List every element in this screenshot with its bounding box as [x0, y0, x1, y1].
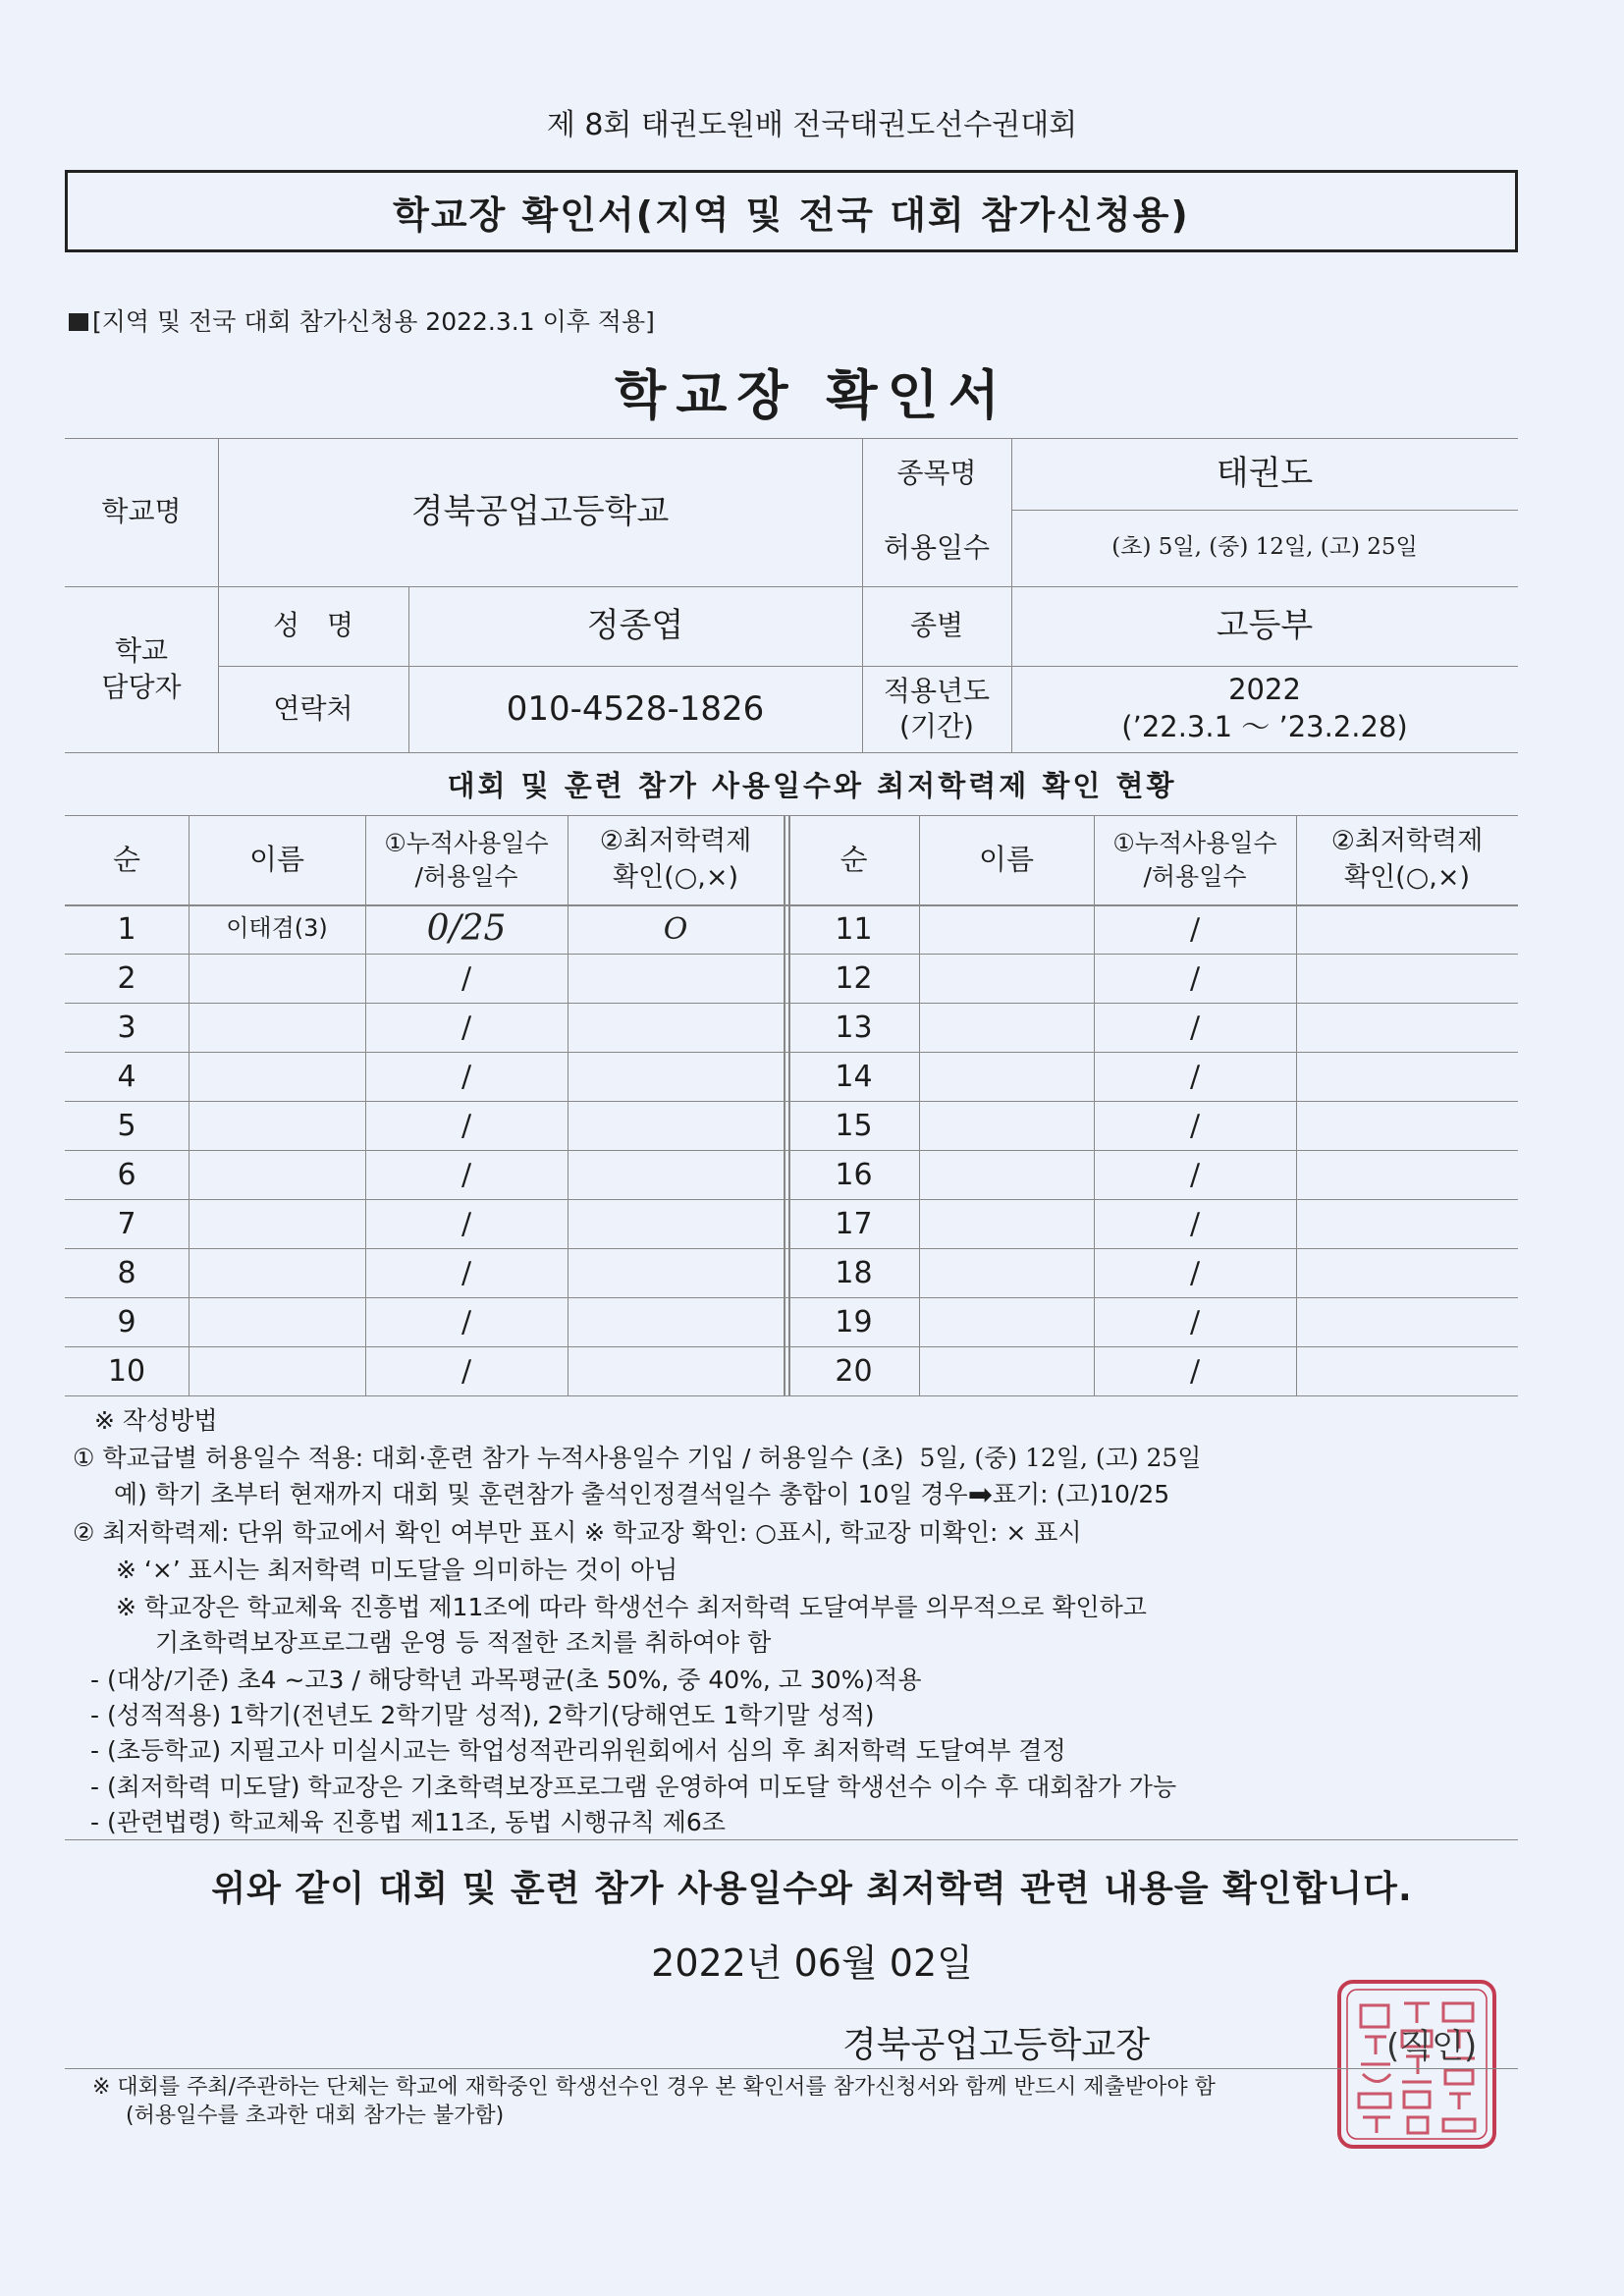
row-days: / [460, 1010, 472, 1045]
row-days: / [460, 1059, 472, 1094]
status-section-title: 대회 및 훈련 참가 사용일수와 최저학력제 확인 현황 [447, 769, 1177, 802]
year-value [1011, 666, 1518, 752]
col-header-days-right-line1: ①누적사용일수 [1112, 828, 1277, 857]
col-header-no: 순 [112, 842, 140, 876]
row-min-check [568, 1346, 784, 1395]
row-no: 5 [117, 1108, 136, 1143]
row-name [919, 1346, 1094, 1395]
instruction-dash-5: - (관련법령) 학교체육 진흥법 제11조, 동법 시행규칙 제6조 [90, 1808, 726, 1836]
year-label-line2: (기간) [899, 710, 974, 742]
row-min-check [1296, 1199, 1518, 1248]
row-no: 9 [117, 1304, 136, 1339]
row-no: 1 [117, 911, 136, 947]
manager-label-line2: 담당자 [101, 670, 182, 703]
row-min-check [568, 1297, 784, 1346]
principal-title: 경북공업고등학교장 [842, 2025, 1150, 2065]
col-header-min-right-line1: ②최저학력제 [1330, 826, 1484, 857]
row-days: / [460, 1206, 472, 1241]
row-name [919, 1199, 1094, 1248]
row-no: 16 [835, 1157, 873, 1192]
row-days: / [1189, 1059, 1201, 1094]
manager-label-line1: 학교 [114, 634, 169, 668]
instruction-item-1 [73, 1439, 1201, 1474]
col-header-days-right-line2: /허용일수 [1143, 861, 1247, 891]
form-note-text: [지역 및 전국 대회 참가신청용 2022.3.1 이후 적용] [92, 307, 655, 336]
contact-value: 010-4528-1826 [506, 688, 765, 729]
instruction-dash-2: - (성적적용) 1학기(전년도 2학기말 성적), 2학기(당해연도 1학기말 성적) [90, 1701, 875, 1729]
row-name [189, 1346, 365, 1395]
row-min-check [1296, 1150, 1518, 1199]
instruction-item-1-days: 5일, (중) 12일, (고) 25일 [919, 1444, 1202, 1472]
row-name [919, 954, 1094, 1003]
year-label-line1: 적용년도 [883, 674, 991, 707]
event-title: 제 8회 태권도원배 전국태권도선수권대회 [546, 108, 1078, 142]
col-header-days [365, 815, 568, 904]
category-value: 고등부 [1216, 606, 1314, 646]
row-min-check [568, 1003, 784, 1052]
row-min-check [568, 1248, 784, 1297]
allowed-days-value: (초) 5일, (중) 12일, (고) 25일 [1111, 534, 1418, 561]
school-name-label: 학교명 [101, 495, 182, 528]
row-name [189, 1297, 365, 1346]
row-min-check [1296, 954, 1518, 1003]
year-value-line1: 2022 [1228, 673, 1301, 707]
instructions-heading: ※ 작성방법 [94, 1406, 218, 1435]
allowed-days-label: 허용일수 [883, 530, 991, 564]
row-no: 20 [835, 1353, 873, 1389]
instruction-dash-3: - (초등학교) 지필고사 미실시교는 학업성적관리위원회에서 심의 후 최저학력 도달여부 결정 [90, 1736, 1066, 1765]
row-name [919, 1297, 1094, 1346]
col-header-min-right [1296, 815, 1518, 904]
row-name [919, 1052, 1094, 1101]
row-days: / [460, 1304, 472, 1339]
row-no: 19 [835, 1304, 873, 1339]
instruction-note-2: ※ 학교장은 학교체육 진흥법 제11조에 따라 학생선수 최저학력 도달여부를 의무적으로 확인하고 [116, 1593, 1147, 1621]
row-min-check [568, 954, 784, 1003]
form-note [69, 302, 655, 338]
col-header-no-right: 순 [839, 842, 868, 876]
col-header-min-line2: 확인(○,×) [613, 861, 738, 893]
row-no: 8 [117, 1255, 136, 1290]
arrow-right-icon: ➡ [967, 1478, 993, 1512]
year-period: (’22.3.1 ～ ’23.2.28) [1121, 710, 1408, 743]
row-min-check [568, 1101, 784, 1150]
manager-label [65, 586, 218, 752]
row-no: 4 [117, 1059, 136, 1094]
footnote-line-1: ※ 대회를 주최/주관하는 단체는 학교에 재학중인 학생선수인 경우 본 확인서를 참가신청서와 함께 반드시 제출받아야 함 [92, 2075, 1216, 2100]
instruction-note-1: ※ ‘×’ 표시는 최저학력 미도달을 의미하는 것이 아님 [116, 1556, 678, 1584]
row-days: / [460, 1157, 472, 1192]
col-header-days-line2: /허용일수 [414, 861, 518, 891]
row-no: 6 [117, 1157, 136, 1192]
row-min-check [1296, 1003, 1518, 1052]
col-header-min [568, 815, 784, 904]
instruction-example [114, 1475, 1169, 1510]
row-name [189, 1052, 365, 1101]
sport-value: 태권도 [1216, 454, 1314, 494]
document-title: 학교장 확인서(지역 및 전국 대회 참가신청용) [393, 192, 1190, 237]
row-no: 12 [835, 960, 873, 996]
row-name: 이태겸(3) [226, 914, 328, 943]
instruction-example-text: 예) 학기 초부터 현재까지 대회 및 훈련참가 출석인정결석일수 총합이 10일 경우 [114, 1480, 968, 1508]
row-days: / [1189, 1255, 1201, 1290]
row-days: / [1189, 911, 1201, 947]
row-min-check [1296, 1101, 1518, 1150]
contact-label: 연락처 [273, 691, 353, 725]
row-no: 11 [835, 911, 873, 947]
category-label: 종별 [909, 609, 964, 642]
row-name [919, 1248, 1094, 1297]
main-title: 학교장 확인서 [615, 364, 1009, 426]
row-no: 10 [107, 1353, 146, 1389]
row-days: / [1189, 960, 1201, 996]
sport-label: 종목명 [896, 457, 977, 490]
school-name-value: 경북공업고등학교 [410, 492, 670, 532]
seal-label: (직인) [1386, 2027, 1478, 2066]
instruction-example-notation: 표기: (고)10/25 [992, 1480, 1170, 1508]
footnote-line-2: (허용일수를 초과한 대회 참가는 불가함) [126, 2103, 505, 2128]
year-label [862, 666, 1011, 752]
col-header-days-line1: ①누적사용일수 [384, 828, 549, 857]
row-name [189, 1199, 365, 1248]
document-title-box [65, 170, 1518, 252]
row-days: / [1189, 1206, 1201, 1241]
row-min-check [568, 1052, 784, 1101]
row-min-check [568, 1199, 784, 1248]
manager-name-label: 성 명 [272, 609, 354, 642]
row-no: 17 [835, 1206, 873, 1241]
row-min-check [568, 1150, 784, 1199]
row-min-check [1296, 1346, 1518, 1395]
row-no: 14 [835, 1059, 873, 1094]
row-min-check: O [663, 911, 688, 947]
row-days: / [1189, 1353, 1201, 1389]
row-days: / [460, 960, 472, 996]
instruction-dash-4: - (최저학력 미도달) 학교장은 기초학력보장프로그램 운영하여 미도달 학생선수 이수 후 대회참가 가능 [90, 1773, 1177, 1801]
col-header-min-right-line2: 확인(○,×) [1344, 861, 1470, 893]
row-name [189, 1248, 365, 1297]
row-no: 18 [835, 1255, 873, 1290]
row-name [919, 1150, 1094, 1199]
row-min-check [1296, 1248, 1518, 1297]
square-bullet-icon [69, 313, 88, 331]
confirmation-statement: 위와 같이 대회 및 훈련 참가 사용일수와 최저학력 관련 내용을 확인합니다. [211, 1869, 1413, 1909]
col-header-min-line1: ②최저학력제 [599, 826, 752, 857]
instruction-item-2: ② 최저학력제: 단위 학교에서 확인 여부만 표시 ※ 학교장 확인: ○표시, 학교장 미확인: × 표시 [73, 1518, 1082, 1547]
row-name [189, 1101, 365, 1150]
issue-date: 2022년 06월 02일 [651, 1941, 973, 1985]
row-no: 15 [835, 1108, 873, 1143]
row-days: / [1189, 1010, 1201, 1045]
row-no: 3 [117, 1010, 136, 1045]
footnote [92, 2074, 1216, 2130]
instruction-item-1-text: ① 학교급별 허용일수 적용: 대회·훈련 참가 누적사용일수 기입 / 허용일수 (초) [73, 1444, 904, 1472]
row-min-check [1296, 1052, 1518, 1101]
row-no: 2 [117, 960, 136, 996]
row-name [189, 954, 365, 1003]
row-days: / [460, 1108, 472, 1143]
col-header-days-right [1094, 815, 1296, 904]
instruction-note-2-cont: 기초학력보장프로그램 운영 등 적절한 조치를 취하여야 함 [155, 1628, 772, 1657]
row-days: 0/25 [426, 907, 507, 949]
row-name [919, 1101, 1094, 1150]
col-header-name-right: 이름 [978, 842, 1035, 876]
row-days: / [1189, 1304, 1201, 1339]
col-header-name: 이름 [248, 842, 305, 876]
row-no: 13 [835, 1010, 873, 1045]
instruction-dash-1: - (대상/기준) 초4 ~고3 / 해당학년 과목평균(초 50%, 중 40%, 고 30%)적용 [90, 1666, 922, 1694]
manager-name-value: 정종엽 [586, 606, 684, 646]
row-name [919, 904, 1094, 954]
row-name [189, 1003, 365, 1052]
row-name [919, 1003, 1094, 1052]
row-days: / [460, 1353, 472, 1389]
row-days: / [1189, 1157, 1201, 1192]
row-name [189, 1150, 365, 1199]
row-days: / [460, 1255, 472, 1290]
row-no: 7 [117, 1206, 136, 1241]
row-days: / [1189, 1108, 1201, 1143]
row-min-check [1296, 904, 1518, 954]
row-min-check [1296, 1297, 1518, 1346]
